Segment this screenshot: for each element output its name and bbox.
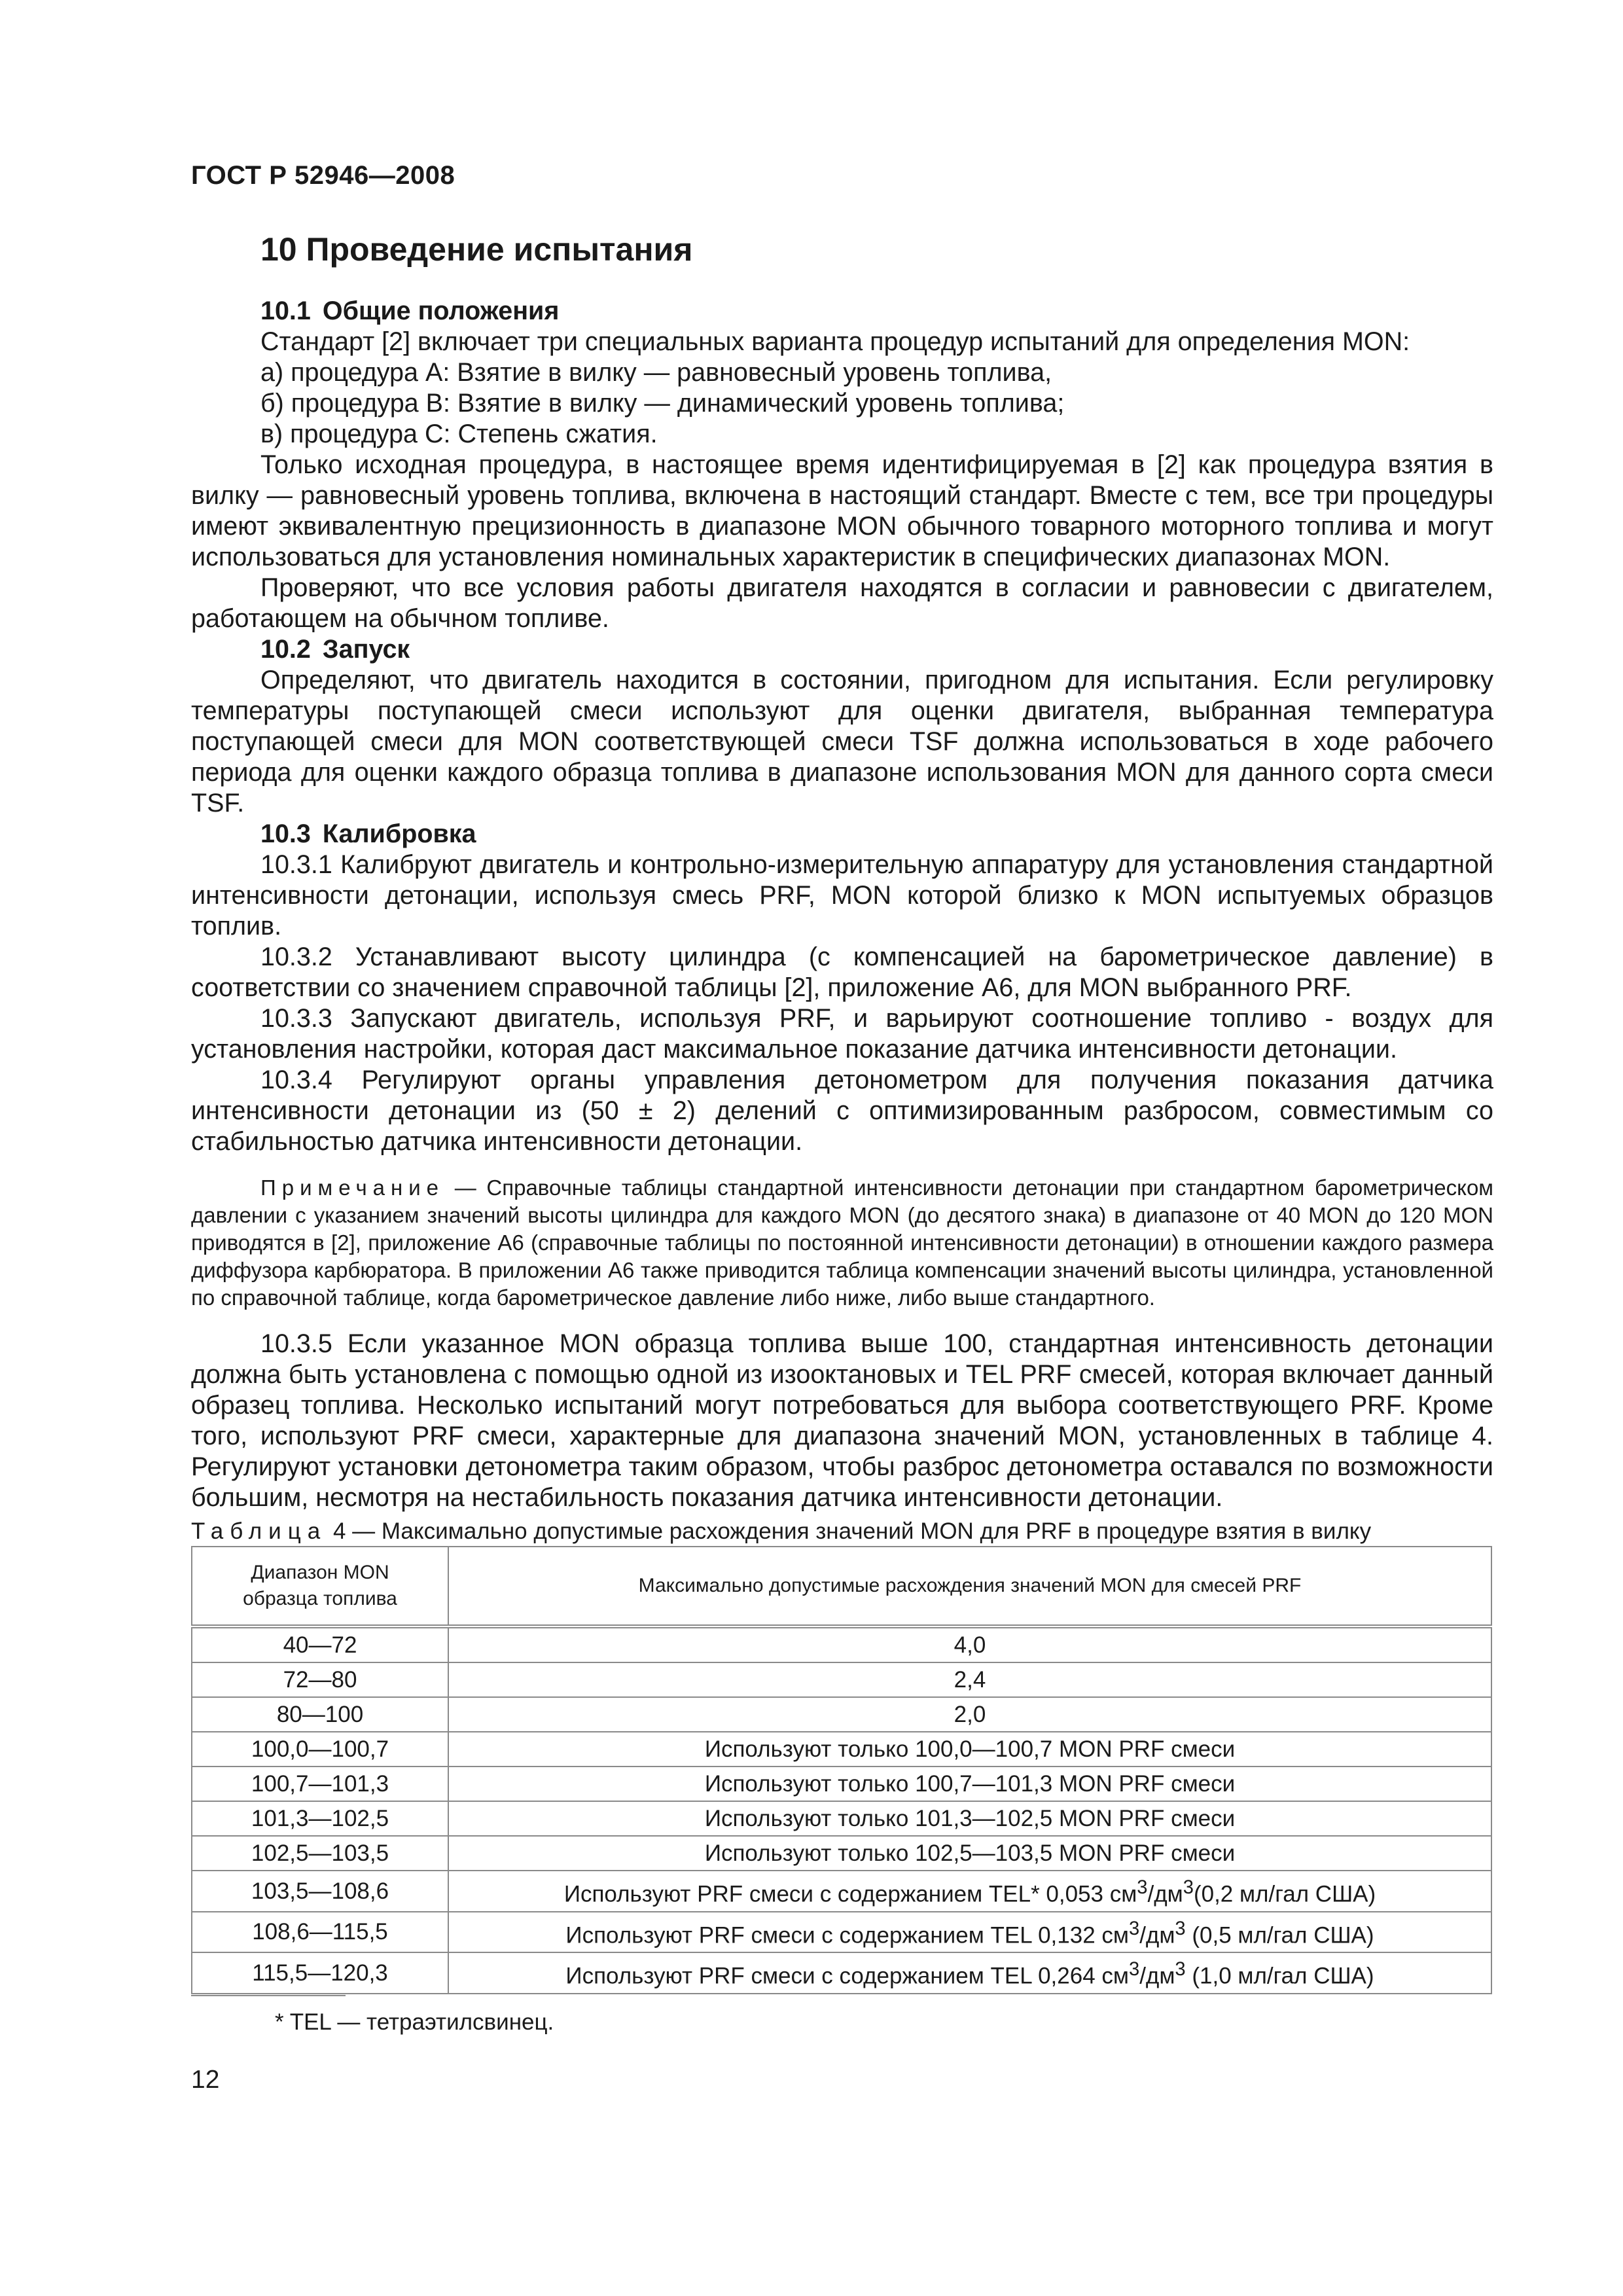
list-item: в) процедура С: Степень сжатия. <box>260 420 658 448</box>
table-cell: 2,0 <box>448 1697 1491 1732</box>
subsection-heading-10-1 <box>191 296 1493 327</box>
table-header-cell <box>192 1547 448 1626</box>
table-cell <box>448 1912 1491 1953</box>
note <box>191 1174 1493 1312</box>
paragraph: 10.3.2 Устанавливают высоту цилиндра (с компенсацией на барометрическое давление) в соответствии со значением справочной таблицы [2], приложение А6, для MON выбранного PRF. <box>191 942 1493 1002</box>
superscript: 3 <box>1175 1918 1186 1939</box>
cell-text: (0,2 мл/гал США) <box>1193 1881 1376 1907</box>
table-row <box>192 1767 1491 1801</box>
paragraph: 10.3.5 Если указанное MON образца топлива выше 100, стандартная интенсивность детонации должна быть установлена с помощью одной из изооктановых и TEL PRF смесей, которая включает данный образец топлива. Несколько испытаний могут потребоваться для выбора соответствующего PRF. Кроме того, используют PRF смеси, характерные для диапазона значений MON, установленных в таблице 4. Регулируют установки детонометра таким образом, чтобы разброс детонометра оставался по возможности большим, несмотря на нестабильность показания датчика интенсивности детонации. <box>191 1329 1493 1512</box>
subsection-number: 10.3 <box>260 819 311 848</box>
table-cell: 100,7—101,3 <box>192 1767 448 1801</box>
data-table <box>191 1546 1492 1994</box>
table-caption-label: Таблица <box>191 1518 327 1544</box>
table-header-cell: Максимально допустимые расхождения значений MON для смесей PRF <box>448 1547 1491 1626</box>
table-cell <box>448 1952 1491 1994</box>
table-row <box>192 1836 1491 1871</box>
cell-text: Используют PRF смеси с содержанием TEL 0,132 см <box>565 1922 1129 1948</box>
note-text: — Справочные таблицы стандартной интенсивности детонации при стандартном барометрическом давлении с указанием значений высоты цилиндра для каждого MON (до десятого знака) в диапазоне от 40 MON до 120 MON приводятся в [2], приложение А6 (справочные таблицы по постоянной интенсивности детонации) в отношении каждого размера диффузора карбюратора. В приложении А6 также приводится таблица компенсации значений высоты цилиндра, установленной по справочной таблице, когда барометрическое давление либо ниже, либо выше стандартного. <box>191 1175 1493 1310</box>
table-cell: 4,0 <box>448 1626 1491 1662</box>
table-caption <box>191 1517 1493 1546</box>
cell-text: /дм <box>1139 1963 1175 1989</box>
subsection-heading-10-2 <box>191 634 1493 665</box>
table-cell: 101,3—102,5 <box>192 1801 448 1836</box>
footnote-rule <box>191 1995 346 1996</box>
subsection-title: Общие положения <box>322 296 560 325</box>
table-row <box>192 1732 1491 1767</box>
paragraph: 10.3.3 Запускают двигатель, используя PRF, и варьируют соотношение топливо - воздух для установления настройки, которая даст максимальное показание датчика интенсивности детонации. <box>191 1004 1493 1064</box>
paragraph: Стандарт [2] включает три специальных варианта процедур испытаний для определения MON: <box>260 327 1410 356</box>
subsection-title: Запуск <box>322 635 410 664</box>
table-row <box>192 1801 1491 1836</box>
main-content <box>191 296 1493 1559</box>
superscript: 3 <box>1175 1959 1186 1981</box>
superscript: 3 <box>1183 1877 1194 1898</box>
cell-text: Используют PRF смеси с содержанием TEL* 0,053 см <box>563 1881 1137 1907</box>
table-header-row <box>192 1547 1491 1626</box>
section-title: 10 Проведение испытания <box>260 231 693 268</box>
cell-text: (1,0 мл/гал США) <box>1185 1963 1374 1989</box>
table-cell <box>448 1871 1491 1912</box>
page-number: 12 <box>191 2066 220 2094</box>
paragraph: 10.3.1 Калибруют двигатель и контрольно-измерительную аппаратуру для установления стандартной интенсивности детонации, используя смесь PRF, MON которой близко к MON испытуемых образцов топлив. <box>191 850 1493 941</box>
header-line: образца топлива <box>243 1588 397 1609</box>
paragraph: Проверяют, что все условия работы двигателя находятся в согласии и равновесии с двигателем, работающем на обычном топливе. <box>191 573 1493 633</box>
table-cell: Используют только 100,7—101,3 MON PRF смеси <box>448 1767 1491 1801</box>
paragraph: 10.3.4 Регулируют органы управления детонометром для получения показания датчика интенсивности детонации из (50 ± 2) делений с оптимизированным разбросом, совместимым со стабильностью датчика интенсивности детонации. <box>191 1066 1493 1156</box>
cell-text: (0,5 мл/гал США) <box>1185 1922 1374 1948</box>
header-line: Диапазон MON <box>251 1562 389 1583</box>
subsection-title: Калибровка <box>322 819 476 848</box>
table-cell: 2,4 <box>448 1662 1491 1697</box>
footnote: * TEL — тетраэтилсвинец. <box>275 2009 554 2035</box>
table-cell: 80—100 <box>192 1697 448 1732</box>
table-cell: Используют только 102,5—103,5 MON PRF смеси <box>448 1836 1491 1871</box>
table-row <box>192 1626 1491 1662</box>
document-code: ГОСТ Р 52946—2008 <box>191 161 455 190</box>
subsection-number: 10.1 <box>260 296 311 325</box>
table-cell: 102,5—103,5 <box>192 1836 448 1871</box>
table-row <box>192 1871 1491 1912</box>
cell-text: /дм <box>1139 1922 1175 1948</box>
table-cell: 40—72 <box>192 1626 448 1662</box>
table-row <box>192 1662 1491 1697</box>
table-cell: 115,5—120,3 <box>192 1952 448 1994</box>
cell-text: Используют PRF смеси с содержанием TEL 0,264 см <box>565 1963 1129 1989</box>
table-row <box>192 1912 1491 1953</box>
paragraph: Определяют, что двигатель находится в состоянии, пригодном для испытания. Если регулировку температуры поступающей смеси используют для оценки двигателя, выбранная температура поступающей смеси для MON соответствующей смеси TSF должна использоваться в ходе рабочего периода для оценки каждого образца топлива в диапазоне использования MON для данного сорта смеси TSF. <box>191 666 1493 817</box>
cell-text: /дм <box>1147 1881 1183 1907</box>
table-cell: 108,6—115,5 <box>192 1912 448 1953</box>
table-cell: Используют только 100,0—100,7 MON PRF смеси <box>448 1732 1491 1767</box>
subsection-number: 10.2 <box>260 635 311 664</box>
table-cell: 72—80 <box>192 1662 448 1697</box>
superscript: 3 <box>1128 1918 1140 1939</box>
table-caption-text: 4 — Максимально допустимые расхождения значений MON для PRF в процедуре взятия в вилку <box>327 1518 1372 1544</box>
table-cell: Используют только 101,3—102,5 MON PRF смеси <box>448 1801 1491 1836</box>
superscript: 3 <box>1137 1877 1148 1898</box>
table-row <box>192 1952 1491 1994</box>
subsection-heading-10-3 <box>191 819 1493 850</box>
table-cell: 100,0—100,7 <box>192 1732 448 1767</box>
paragraph: Только исходная процедура, в настоящее время идентифицируемая в [2] как процедура взятия в вилку — равновесный уровень топлива, включена в настоящий стандарт. Вместе с тем, все три процедуры имеют эквивалентную прецизионность в диапазоне MON обычного товарного моторного топлива и могут использоваться для установления номинальных характеристик в специфических диапазонах MON. <box>191 450 1493 571</box>
table-cell: 103,5—108,6 <box>192 1871 448 1912</box>
note-label: Примечание <box>260 1175 445 1200</box>
table-row <box>192 1697 1491 1732</box>
list-item: а) процедура А: Взятие в вилку — равновесный уровень топлива, <box>260 358 1052 387</box>
list-item: б) процедура В: Взятие в вилку — динамический уровень топлива; <box>260 389 1065 418</box>
superscript: 3 <box>1128 1959 1140 1981</box>
